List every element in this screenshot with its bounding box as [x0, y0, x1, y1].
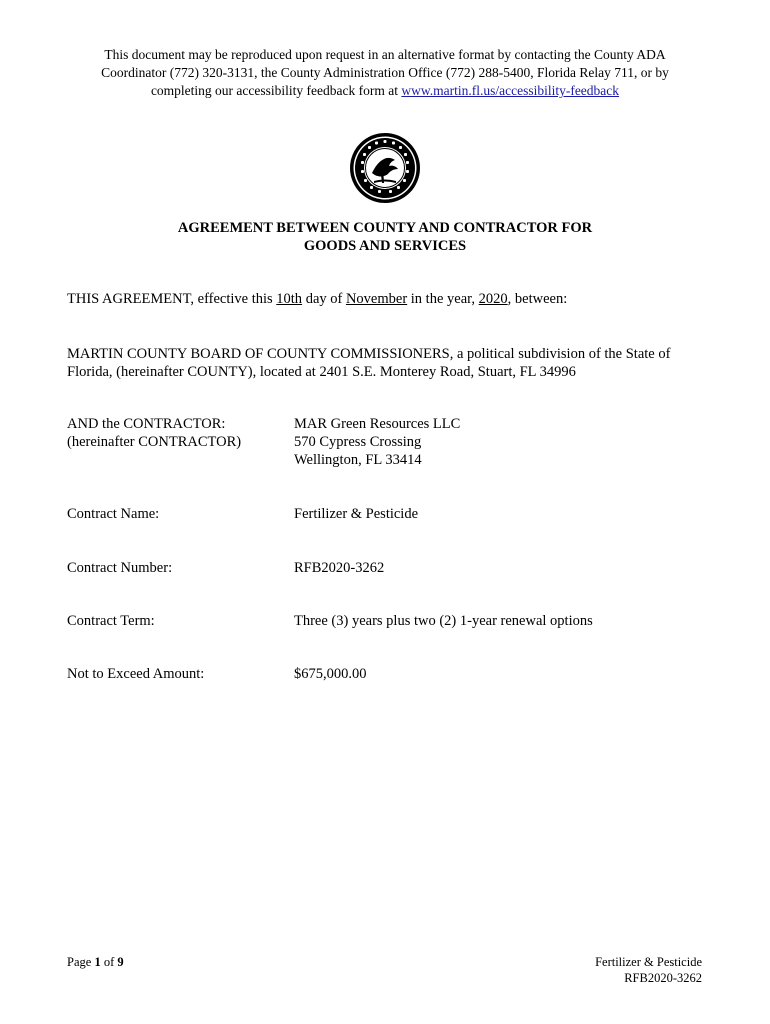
footer-contract-number: RFB2020-3262 [624, 971, 702, 985]
page-current: 1 [94, 955, 101, 969]
effective-prefix: THIS AGREEMENT, effective this [67, 291, 277, 307]
contract-number-label: Contract Number: [67, 560, 173, 576]
contract-term-label: Contract Term: [67, 613, 155, 629]
effective-suffix: , between: [507, 291, 568, 307]
effective-day: 10th [276, 291, 303, 307]
contractor-name: MAR Green Resources LLC [294, 416, 461, 432]
contractor-label [67, 415, 287, 451]
notice-line-1: This document may be reproduced upon request in an alternative format by contacting the County ADA [104, 47, 666, 62]
contract-name-value: Fertilizer & Pesticide [294, 506, 419, 522]
county-seal-icon [348, 131, 422, 205]
contractor-label-line-1: AND the CONTRACTOR: [67, 416, 226, 432]
agreement-title [70, 219, 700, 255]
notice-line-2: Coordinator (772) 320-3131, the County Administration Office (772) 288-5400, Florida Relay 711, or by [101, 65, 669, 80]
contractor-details [294, 415, 694, 469]
page-prefix: Page [67, 955, 95, 969]
effective-month: November [345, 291, 408, 307]
footer-reference [595, 954, 702, 986]
page-of: of [100, 955, 118, 969]
effective-mid-1: day of [302, 291, 346, 307]
title-line-2: GOODS AND SERVICES [303, 238, 467, 254]
contractor-address-2: Wellington, FL 33414 [294, 452, 422, 468]
not-to-exceed-value: $675,000.00 [294, 666, 367, 682]
effective-mid-2: in the year, [407, 291, 479, 307]
page-number [67, 954, 124, 970]
contract-term-value: Three (3) years plus two (2) 1-year renewal options [294, 613, 593, 629]
title-line-1: AGREEMENT BETWEEN COUNTY AND CONTRACTOR FOR [177, 220, 593, 236]
accessibility-feedback-link[interactable]: www.martin.fl.us/accessibility-feedback [401, 83, 620, 98]
not-to-exceed-label: Not to Exceed Amount: [67, 666, 205, 682]
notice-line-3-prefix: completing our accessibility feedback form at [150, 83, 402, 98]
accessibility-notice [70, 46, 700, 100]
footer-contract-name: Fertilizer & Pesticide [595, 955, 702, 969]
contract-number-value: RFB2020-3262 [294, 560, 385, 576]
effective-year: 2020 [478, 291, 508, 307]
county-party-paragraph: MARTIN COUNTY BOARD OF COUNTY COMMISSIONERS, a political subdivision of the State of Florida, (hereinafter COUNTY), located at 2401 S.E. Monterey Road, Stuart, FL 34996 [67, 346, 671, 380]
notice-line-3 [70, 82, 700, 100]
page-total: 9 [117, 955, 124, 969]
contractor-label-line-2: (hereinafter CONTRACTOR) [67, 434, 242, 450]
contractor-address-1: 570 Cypress Crossing [294, 434, 422, 450]
contract-name-label: Contract Name: [67, 506, 160, 522]
effective-date-statement [67, 290, 567, 308]
